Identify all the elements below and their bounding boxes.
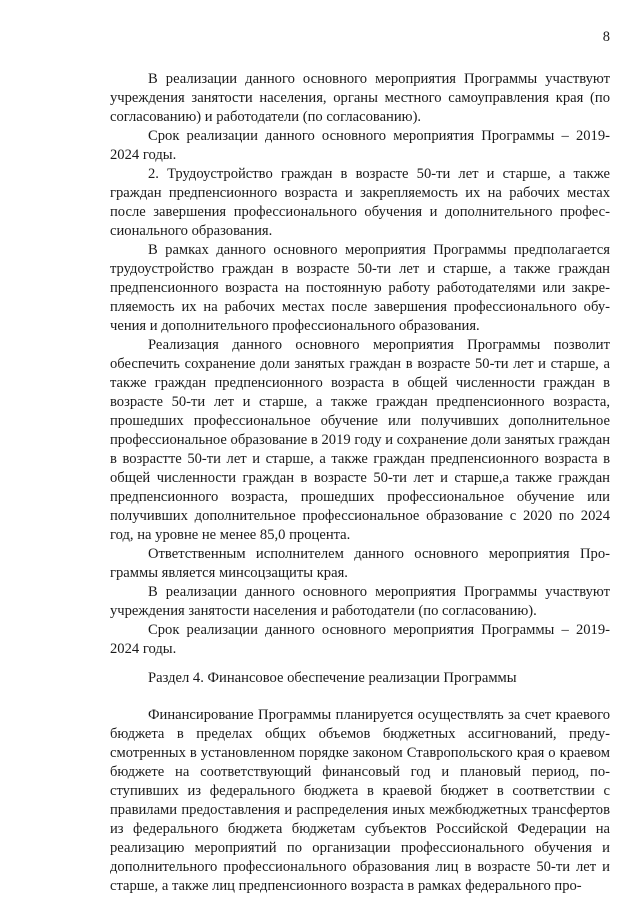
paragraph-employment-item: 2. Трудоустройство граждан в возрасте 50-ти лет и старше, а также граждан предпенсионного возраста и закрепляемость их на рабочих местах после завершения профессионального обучения и дополнительного профессионального образования. [110, 166, 610, 239]
paragraph-term-2: Срок реализации данного основного мероприятия Программы – 2019-2024 годы. [110, 622, 610, 657]
page-number: 8 [602, 29, 610, 45]
paragraph-employment-scope: В рамках данного основного мероприятия Программы предполагается трудоустройство граждан в возрасте 50-ти лет и старше, а также граждан предпенсионного возраста на постоянную работу работодателями или закрепляемость их на рабочих местах после завершения профессионального обучения и дополнительного профессионального образования. [110, 242, 610, 334]
paragraph-participants: В реализации данного основного мероприятия Программы участвуют учреждения занятости населения, органы местного самоуправления края (по согласованию) и работодатели (по согласованию). [110, 71, 610, 125]
paragraph-participants-2: В реализации данного основного мероприятия Программы участвуют учреждения занятости населения и работодатели (по согласованию). [110, 584, 610, 619]
section-heading: Раздел 4. Финансовое обеспечение реализации Программы [148, 670, 517, 686]
paragraph-financing: Финансирование Программы планируется осуществлять за счет краевого бюджета в пределах общих объемов бюджетных ассигнований, предусмотренных в установленном порядке законом Ставропольского края о краевом бюджете на соответствующий финансовый год и плановый период, поступивших из федерального бюджета в краевой бюджет в соответствии с правилами предоставления и распределения иных межбюджетных трансфертов из федерального бюджета бюджетам субъектов Российской Федерации на реализацию мероприятий по организации профессионального обучения и дополнительного профессионального образования лиц в возрасте 50-ти лет и старше, а также лиц предпенсионного возраста в рамках федерального про- [110, 707, 610, 894]
paragraph-term: Срок реализации данного основного мероприятия Программы – 2019-2024 годы. [110, 128, 610, 163]
paragraph-responsible-executor: Ответственным исполнителем данного основного мероприятия Программы является минсоцзащиты края. [110, 546, 610, 581]
document-body [110, 70, 610, 896]
paragraph-implementation-result: Реализация данного основного мероприятия Программы позволит обеспечить сохранение доли занятых граждан в возрасте 50-ти лет и старше, а также граждан предпенсионного возраста в общей численности граждан в возрасте 50-ти лет и старше, а также граждан предпенсионного возраста, прошедших профессиональное обучение или получивших дополнительное профессиональное образование в 2019 году и сохранение доли занятых граждан в возрастте 50-ти лет и старше, а также граждан предпенсионного возраста в общей численности граждан в возрасте 50-ти лет и старше,а также граждан предпенсионного возраста, прошедших профессиональное обучение или получивших дополнительное профессиональное образование с 2020 по 2024 год, на уровне не менее 85,0 процента. [110, 337, 610, 543]
